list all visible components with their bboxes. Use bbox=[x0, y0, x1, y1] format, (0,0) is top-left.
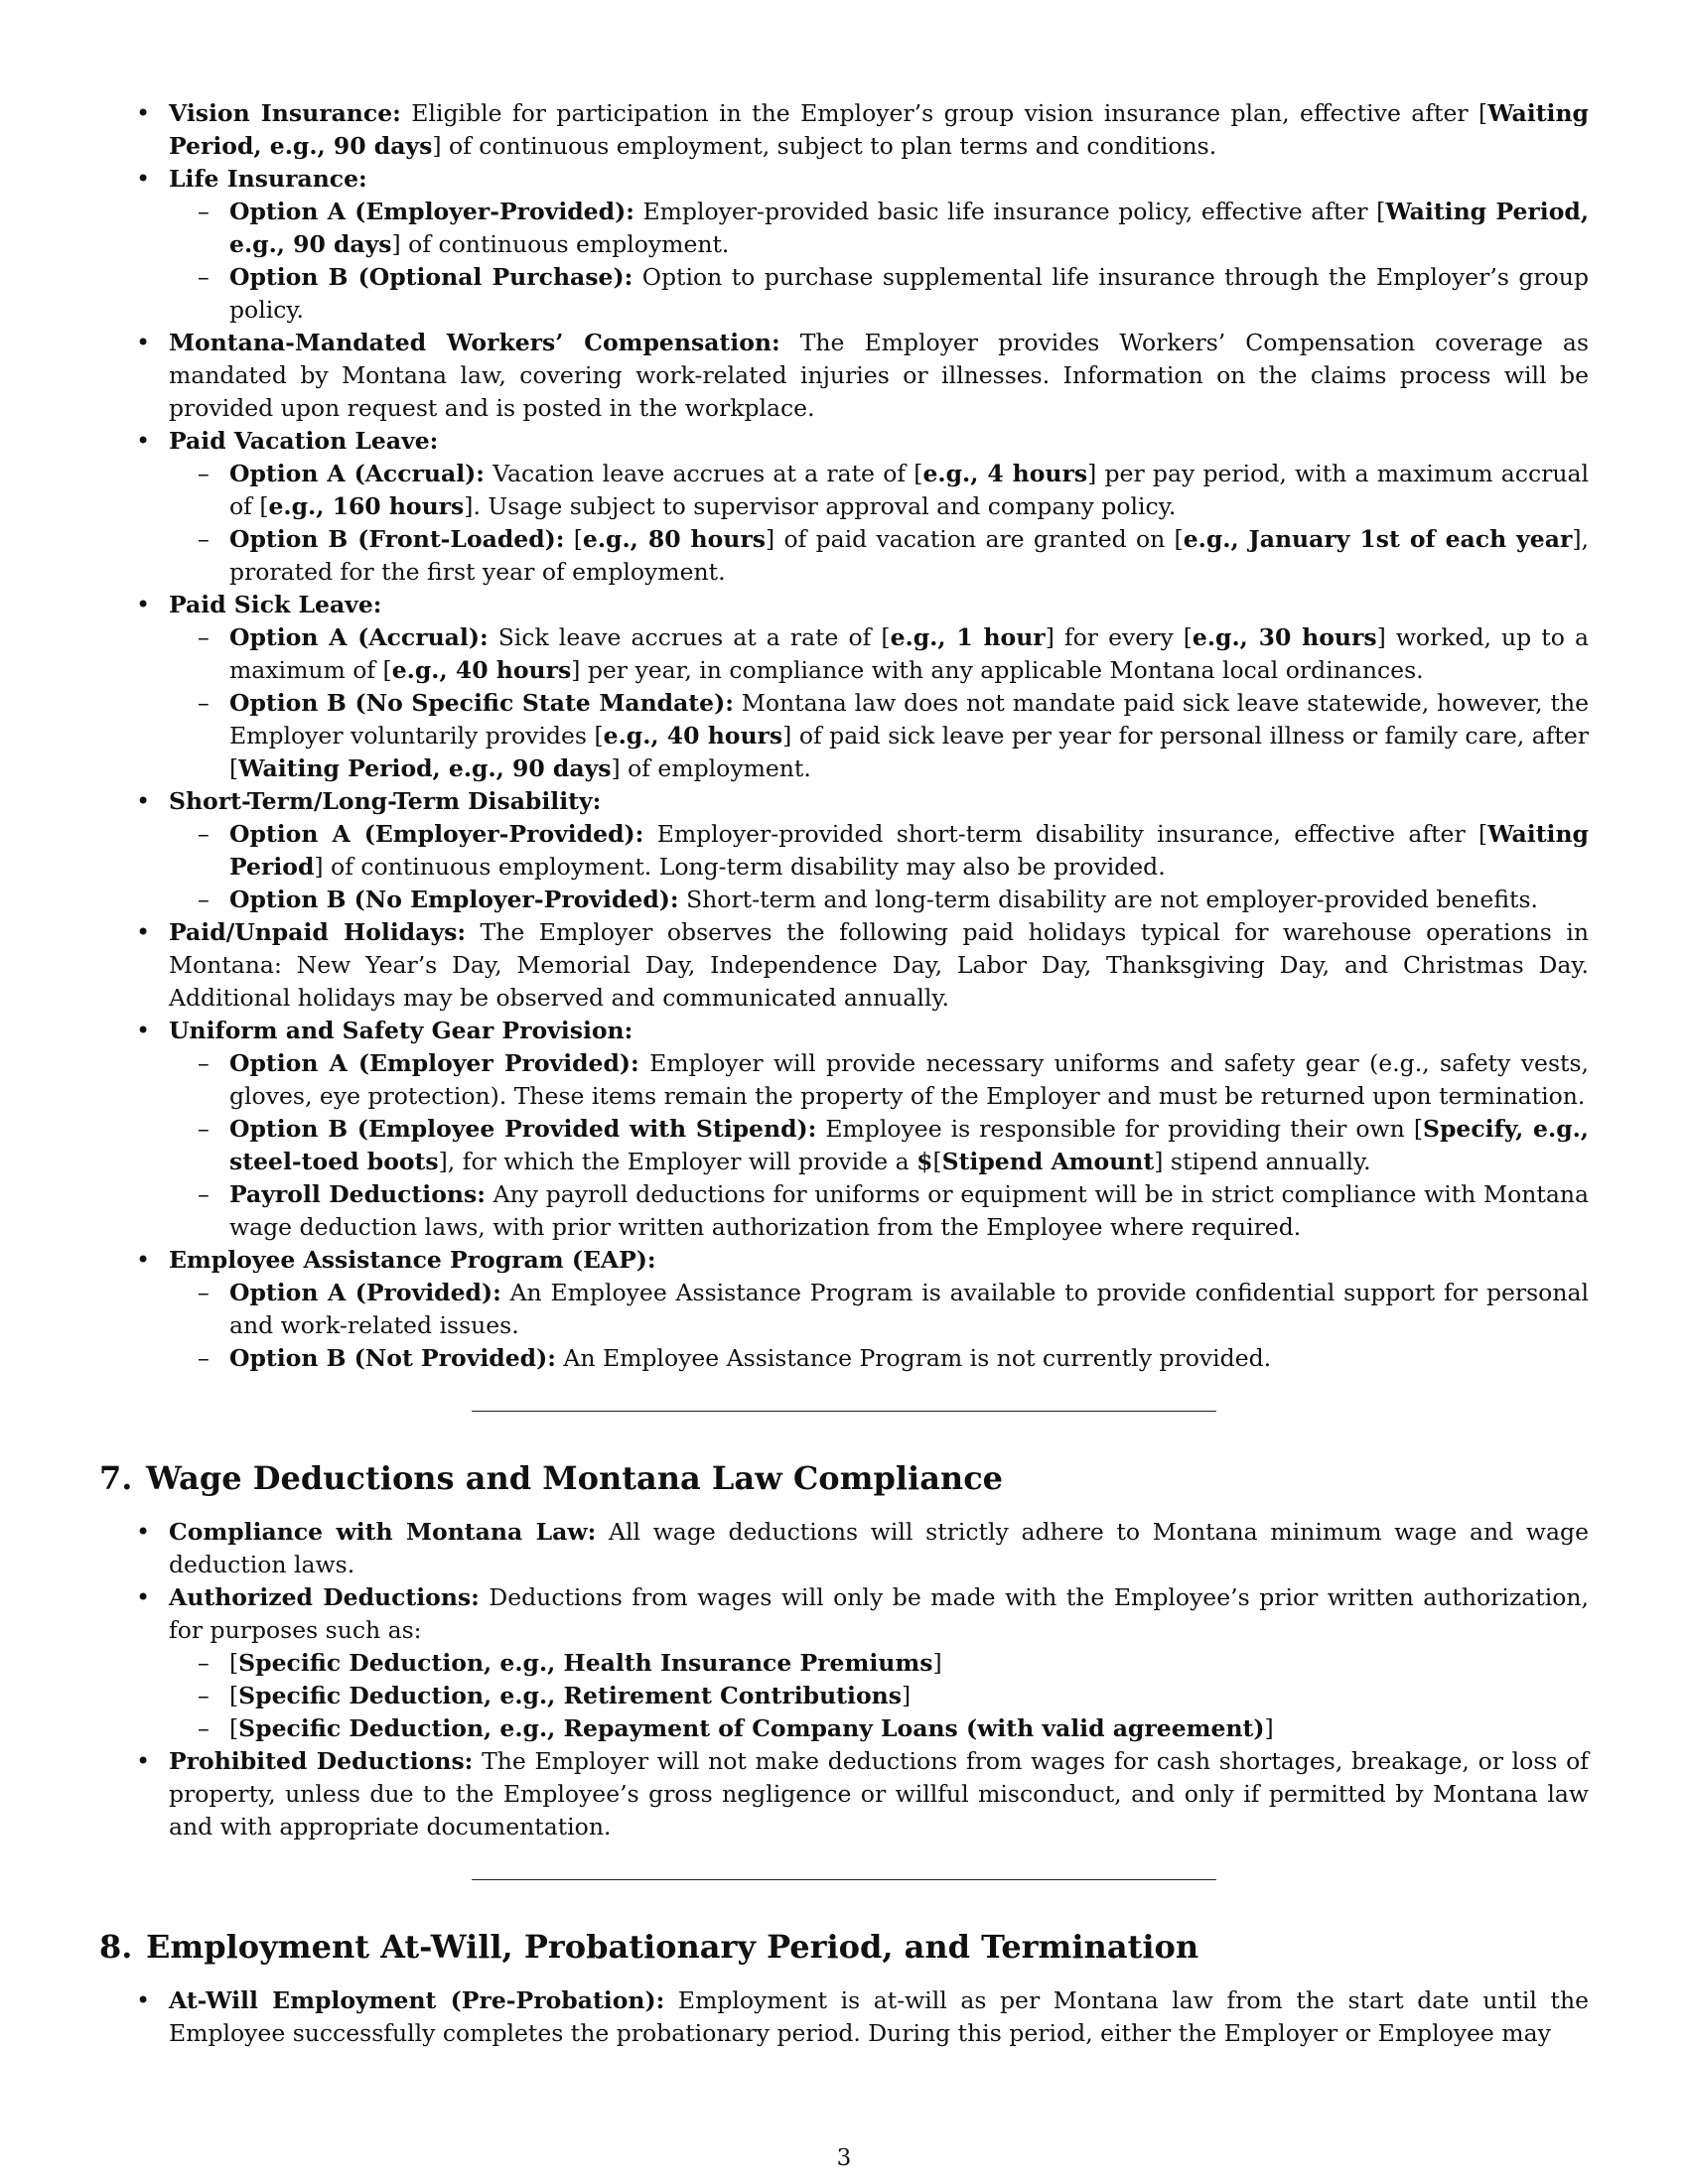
page-number: 3 bbox=[836, 2145, 852, 2171]
authorized-deductions-item: • Authorized Deductions: Deductions from wages will only be made with the Employee’s prior written authorization, for purposes such as: – [Specific Deduction, e.g., Health Insurance Premiums] – [Specific Deduction, e.g., Retirement Contributions] – [Specific Deduction, e.g., Repayment of Company Loans (with valid agreement)] bbox=[99, 1581, 1589, 1745]
life-option-a: – Option A (Employer-Provided): Employer-provided basic life insurance policy, effective after [Waiting Period, e.g., 90 days] of continuous employment. bbox=[169, 196, 1589, 261]
holidays-item: • Paid/Unpaid Holidays: The Employer observes the following paid holidays typical for warehouse operations in Montana: New Year’s Day, Memorial Day, Independence Day, Labor Day, Thanksgiving Day, and Christmas Day. Additional holidays may be observed and communicated annually. bbox=[99, 916, 1589, 1015]
section-7-heading: 7. Wage Deductions and Montana Law Compliance bbox=[99, 1459, 1004, 1497]
uniform-payroll-deductions: – Payroll Deductions: Any payroll deductions for uniforms or equipment will be in strict compliance with Montana wage deduction laws, with prior written authorization from the Employee where required. bbox=[169, 1178, 1589, 1244]
at-will-item: • At-Will Employment (Pre-Probation): Employment is at-will as per Montana law from the start date until the Employee successfully completes the probationary period. During this period, either the Employer or Employee may bbox=[99, 1984, 1589, 2050]
section-8-heading: 8. Employment At-Will, Probationary Period, and Termination bbox=[99, 1928, 1199, 1966]
compliance-item: • Compliance with Montana Law: All wage deductions will strictly adhere to Montana minimum wage and wage deduction laws. bbox=[99, 1516, 1589, 1581]
uniform-option-b: – Option B (Employee Provided with Stipend): Employee is responsible for providing their own [Specify, e.g., steel-toed boots], for which the Employer will provide a $[Stipend Amount] stipend annually. bbox=[169, 1113, 1589, 1178]
section-7-list bbox=[99, 1516, 1589, 1843]
benefits-list bbox=[99, 97, 1589, 1375]
vacation-leave-item: • Paid Vacation Leave: – Option A (Accrual): Vacation leave accrues at a rate of [e.g., 4 hours] per pay period, with a maximum accrual of [e.g., 160 hours]. Usage subject to supervisor approval and company policy. – Option B (Front-Loaded): [e.g., 80 hours] of paid vacation are granted on [e.g., January 1st of each year], prorated for the first year of employment. bbox=[99, 425, 1589, 589]
deduction-item: – [Specific Deduction, e.g., Retirement Contributions] bbox=[169, 1680, 1589, 1712]
vacation-option-a: – Option A (Accrual): Vacation leave accrues at a rate of [e.g., 4 hours] per pay period, with a maximum accrual of [e.g., 160 hours]. Usage subject to supervisor approval and company policy. bbox=[169, 458, 1589, 523]
life-insurance-item: • Life Insurance: – Option A (Employer-Provided): Employer-provided basic life insurance policy, effective after [Waiting Period, e.g., 90 days] of continuous employment. – Option B (Optional Purchase): Option to purchase supplemental life insurance through the Employer’s group policy. bbox=[99, 163, 1589, 327]
disability-option-b: – Option B (No Employer-Provided): Short-term and long-term disability are not employer-provided benefits. bbox=[169, 884, 1589, 916]
workers-comp-item: • Montana-Mandated Workers’ Compensation: The Employer provides Workers’ Compensation coverage as mandated by Montana law, covering work-related injuries or illnesses. Information on the claims process will be provided upon request and is posted in the workplace. bbox=[99, 327, 1589, 425]
eap-option-a: – Option A (Provided): An Employee Assistance Program is available to provide confidential support for personal and work-related issues. bbox=[169, 1277, 1589, 1342]
section-divider bbox=[472, 1879, 1216, 1880]
vacation-option-b: – Option B (Front-Loaded): [e.g., 80 hours] of paid vacation are granted on [e.g., January 1st of each year], prorated for the first year of employment. bbox=[169, 523, 1589, 589]
document-page bbox=[99, 97, 1589, 2050]
disability-option-a: – Option A (Employer-Provided): Employer-provided short-term disability insurance, effective after [Waiting Period] of continuous employment. Long-term disability may also be provided. bbox=[169, 818, 1589, 884]
uniform-option-a: – Option A (Employer Provided): Employer will provide necessary uniforms and safety gear (e.g., safety vests, gloves, eye protection). These items remain the property of the Employer and must be returned upon termination. bbox=[169, 1047, 1589, 1113]
eap-option-b: – Option B (Not Provided): An Employee Assistance Program is not currently provided. bbox=[169, 1342, 1589, 1375]
sick-option-b: – Option B (No Specific State Mandate): Montana law does not mandate paid sick leave statewide, however, the Employer voluntarily provides [e.g., 40 hours] of paid sick leave per year for personal illness or family care, after [Waiting Period, e.g., 90 days] of employment. bbox=[169, 687, 1589, 785]
section-8-list bbox=[99, 1984, 1589, 2050]
deduction-item: – [Specific Deduction, e.g., Repayment of Company Loans (with valid agreement)] bbox=[169, 1712, 1589, 1745]
section-divider bbox=[472, 1411, 1216, 1412]
deduction-item: – [Specific Deduction, e.g., Health Insurance Premiums] bbox=[169, 1647, 1589, 1680]
sick-option-a: – Option A (Accrual): Sick leave accrues at a rate of [e.g., 1 hour] for every [e.g., 30 hours] worked, up to a maximum of [e.g., 40 hours] per year, in compliance with any applicable Montana local ordinances. bbox=[169, 621, 1589, 687]
sick-leave-item: • Paid Sick Leave: – Option A (Accrual): Sick leave accrues at a rate of [e.g., 1 hour] for every [e.g., 30 hours] worked, up to a maximum of [e.g., 40 hours] per year, in compliance with any applicable Montana local ordinances. – Option B (No Specific State Mandate): Montana law does not mandate paid sick leave statewide, however, the Employer voluntarily provides [e.g., 40 hours] of paid sick leave per year for personal illness or family care, after [Waiting Period, e.g., 90 days] of employment. bbox=[99, 589, 1589, 785]
eap-item: • Employee Assistance Program (EAP): – Option A (Provided): An Employee Assistance Program is available to provide confidential support for personal and work-related issues. – Option B (Not Provided): An Employee Assistance Program is not currently provided. bbox=[99, 1244, 1589, 1375]
uniform-item: • Uniform and Safety Gear Provision: – Option A (Employer Provided): Employer will provide necessary uniforms and safety gear (e.g., safety vests, gloves, eye protection). These items remain the property of the Employer and must be returned upon termination. – Option B (Employee Provided with Stipend): Employee is responsible for providing their own [Specify, e.g., steel-toed boots], for which the Employer will provide a $[Stipend Amount] stipend annually. – Payroll Deductions: Any payroll deductions for uniforms or equipment will be in strict compliance with Montana wage deduction laws, with prior written authorization from the Employee where required. bbox=[99, 1015, 1589, 1244]
vision-insurance-item: • Vision Insurance: Eligible for participation in the Employer’s group vision insurance plan, effective after [Waiting Period, e.g., 90 days] of continuous employment, subject to plan terms and conditions. bbox=[99, 97, 1589, 163]
disability-item: • Short-Term/Long-Term Disability: – Option A (Employer-Provided): Employer-provided short-term disability insurance, effective after [Waiting Period] of continuous employment. Long-term disability may also be provided. – Option B (No Employer-Provided): Short-term and long-term disability are not employer-provided benefits. bbox=[99, 785, 1589, 916]
life-option-b: – Option B (Optional Purchase): Option to purchase supplemental life insurance through the Employer’s group policy. bbox=[169, 261, 1589, 327]
prohibited-deductions-item: • Prohibited Deductions: The Employer will not make deductions from wages for cash shortages, breakage, or loss of property, unless due to the Employee’s gross negligence or willful misconduct, and only if permitted by Montana law and with appropriate documentation. bbox=[99, 1745, 1589, 1843]
